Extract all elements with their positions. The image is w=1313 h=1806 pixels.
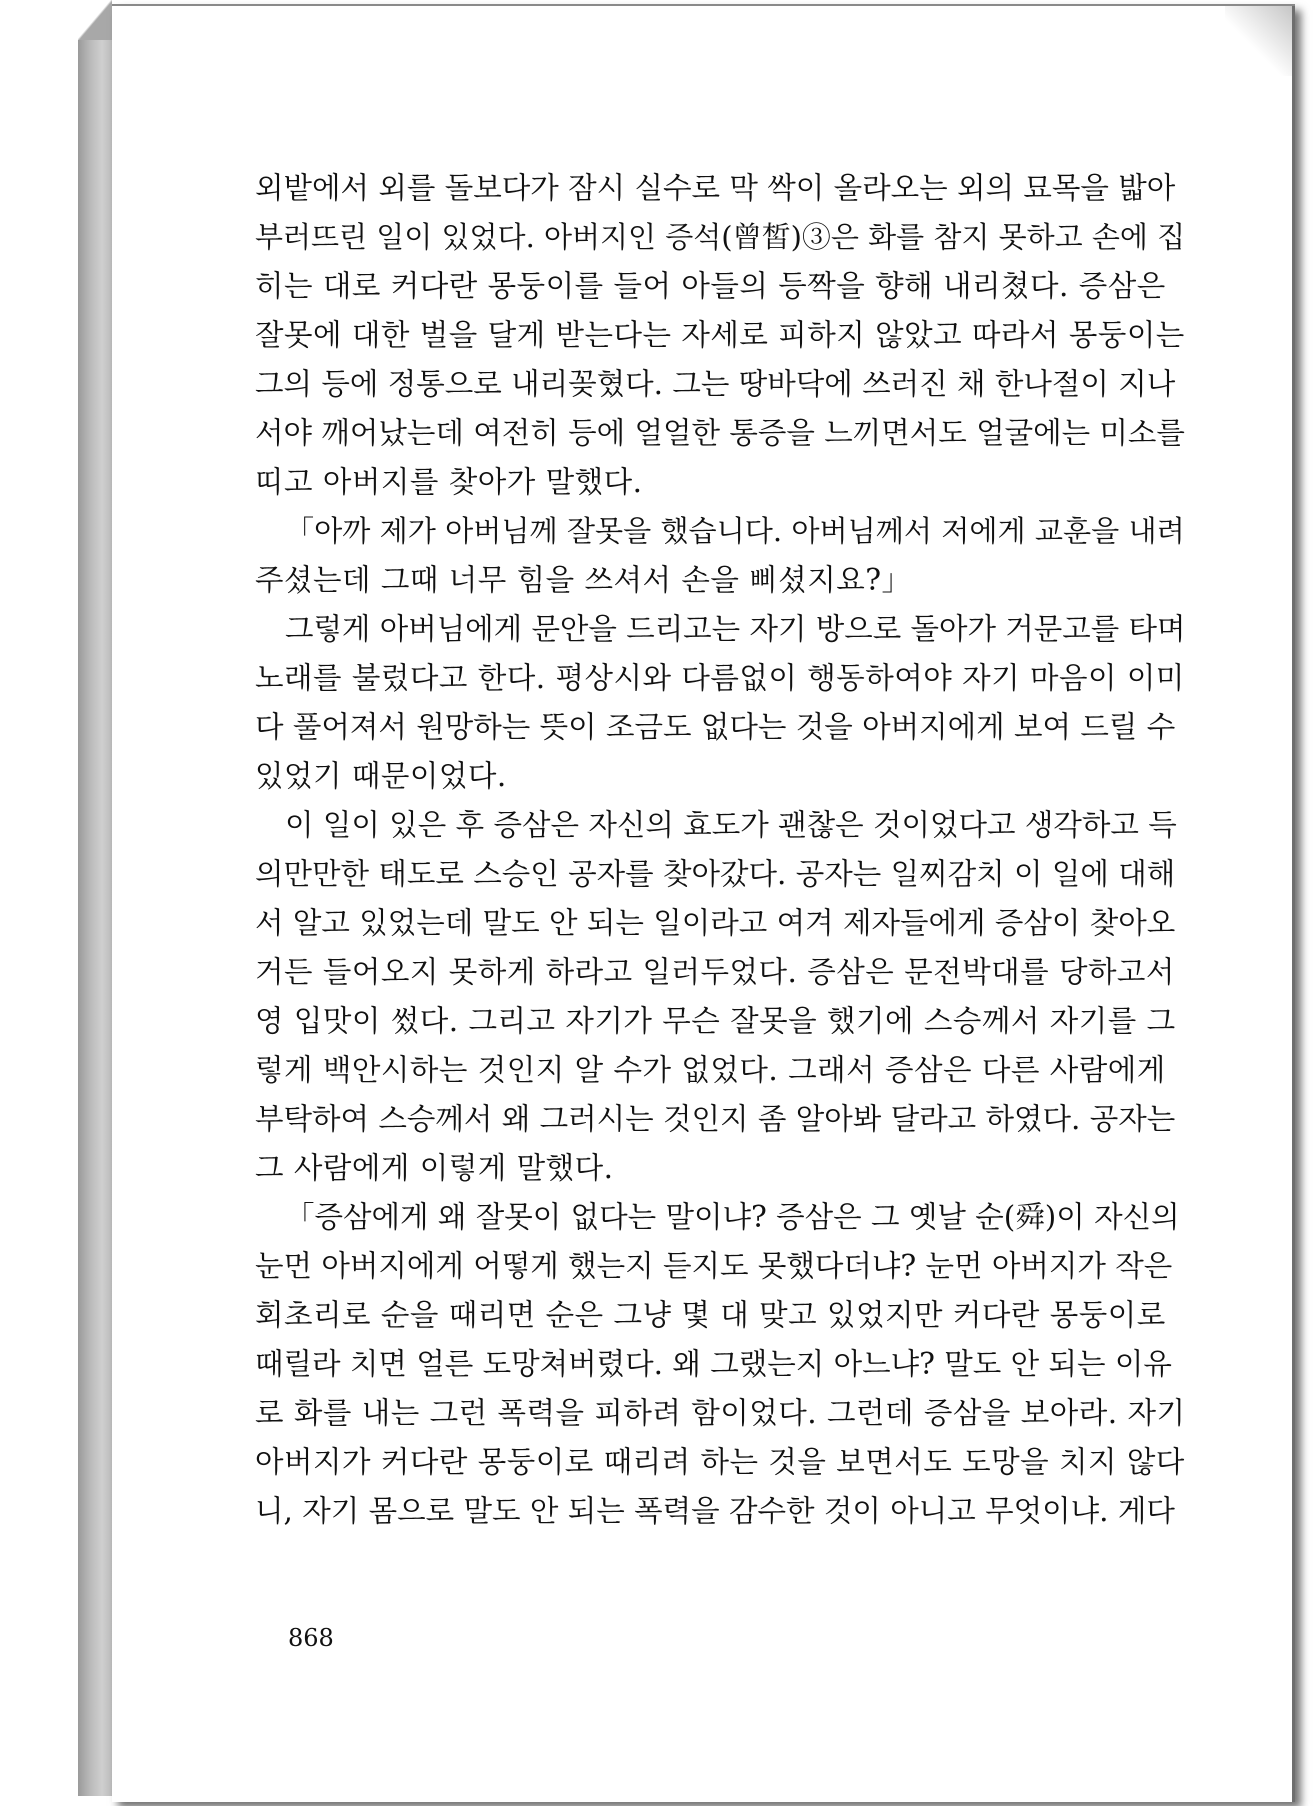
text-line: 「증삼에게 왜 잘못이 없다는 말이냐? 증삼은 그 옛날 순(舜)이 자신의 [285,1200,1180,1234]
text-line: 외밭에서 외를 돌보다가 잠시 실수로 막 싹이 올라오는 외의 묘목을 밟아 [255,171,1176,205]
text-line: 주셨는데 그때 너무 힘을 쓰셔서 손을 삐셨지요?」 [255,563,912,597]
page-corner-shade [1225,6,1295,76]
page-right-edge [1292,6,1295,1802]
text-line: 니, 자기 몸으로 말도 안 되는 폭력을 감수한 것이 아니고 무엇이냐. 게다 [255,1494,1175,1528]
text-line: 있었기 때문이었다. [255,759,507,793]
text-line: 아버지가 커다란 몽둥이로 때리려 하는 것을 보면서도 도망을 치지 않다 [255,1445,1185,1479]
text-line: 눈먼 아버지에게 어떻게 했는지 듣지도 못했다더냐? 눈먼 아버지가 작은 [255,1249,1173,1283]
text-line: 의만만한 태도로 스승인 공자를 찾아갔다. 공자는 일찌감치 이 일에 대해 [255,857,1176,891]
text-line: 잘못에 대한 벌을 달게 받는다는 자세로 피하지 않았고 따라서 몽둥이는 [255,318,1185,352]
text-line: 그렇게 아버님에게 문안을 드리고는 자기 방으로 돌아가 거문고를 타며 [285,612,1186,646]
text-line: 히는 대로 커다란 몽둥이를 들어 아들의 등짝을 향해 내리쳤다. 증삼은 [255,269,1166,303]
text-line: 그 사람에게 이렇게 말했다. [255,1151,614,1185]
text-line: 렇게 백안시하는 것인지 알 수가 없었다. 그래서 증삼은 다른 사람에게 [255,1053,1166,1087]
book-spine [78,10,112,1796]
text-line: 띠고 아버지를 찾아가 말했다. [255,465,643,499]
text-line: 「아까 제가 아버님께 잘못을 했습니다. 아버님께서 저에게 교훈을 내려 [285,514,1185,548]
text-line: 부러뜨린 일이 있었다. 아버지인 증석(曾皙)③은 화를 참지 못하고 손에 집 [255,220,1186,254]
text-line: 회초리로 순을 때리면 순은 그냥 몇 대 맞고 있었지만 커다란 몽둥이로 [255,1298,1166,1332]
page-number: 868 [288,1624,334,1652]
text-line: 서 알고 있었는데 말도 안 되는 일이라고 여겨 제자들에게 증삼이 찾아오 [255,906,1176,940]
text-line: 서야 깨어났는데 여전히 등에 얼얼한 통증을 느끼면서도 얼굴에는 미소를 [255,416,1185,450]
text-line: 그의 등에 정통으로 내리꽂혔다. 그는 땅바닥에 쓰러진 채 한나절이 지나 [255,367,1176,401]
text-line: 로 화를 내는 그런 폭력을 피하려 함이었다. 그런데 증삼을 보아라. 자기 [255,1396,1186,1430]
text-line: 영 입맛이 썼다. 그리고 자기가 무슨 잘못을 했기에 스승께서 자기를 그 [255,1004,1176,1038]
body-text [255,164,1185,1536]
text-line: 부탁하여 스승께서 왜 그러시는 것인지 좀 알아봐 달라고 하였다. 공자는 [255,1102,1176,1136]
text-line: 다 풀어져서 원망하는 뜻이 조금도 없다는 것을 아버지에게 보여 드릴 수 [255,710,1176,744]
text-line: 때릴라 치면 얼른 도망쳐버렸다. 왜 그랬는지 아느냐? 말도 안 되는 이유 [255,1347,1172,1381]
book-spine-top [78,0,112,40]
text-line: 노래를 불렀다고 한다. 평상시와 다름없이 행동하여야 자기 마음이 이미 [255,661,1185,695]
text-line: 이 일이 있은 후 증삼은 자신의 효도가 괜찮은 것이었다고 생각하고 득 [285,808,1177,842]
book-page [112,4,1295,1802]
text-line: 거든 들어오지 못하게 하라고 일러두었다. 증삼은 문전박대를 당하고서 [255,955,1175,989]
